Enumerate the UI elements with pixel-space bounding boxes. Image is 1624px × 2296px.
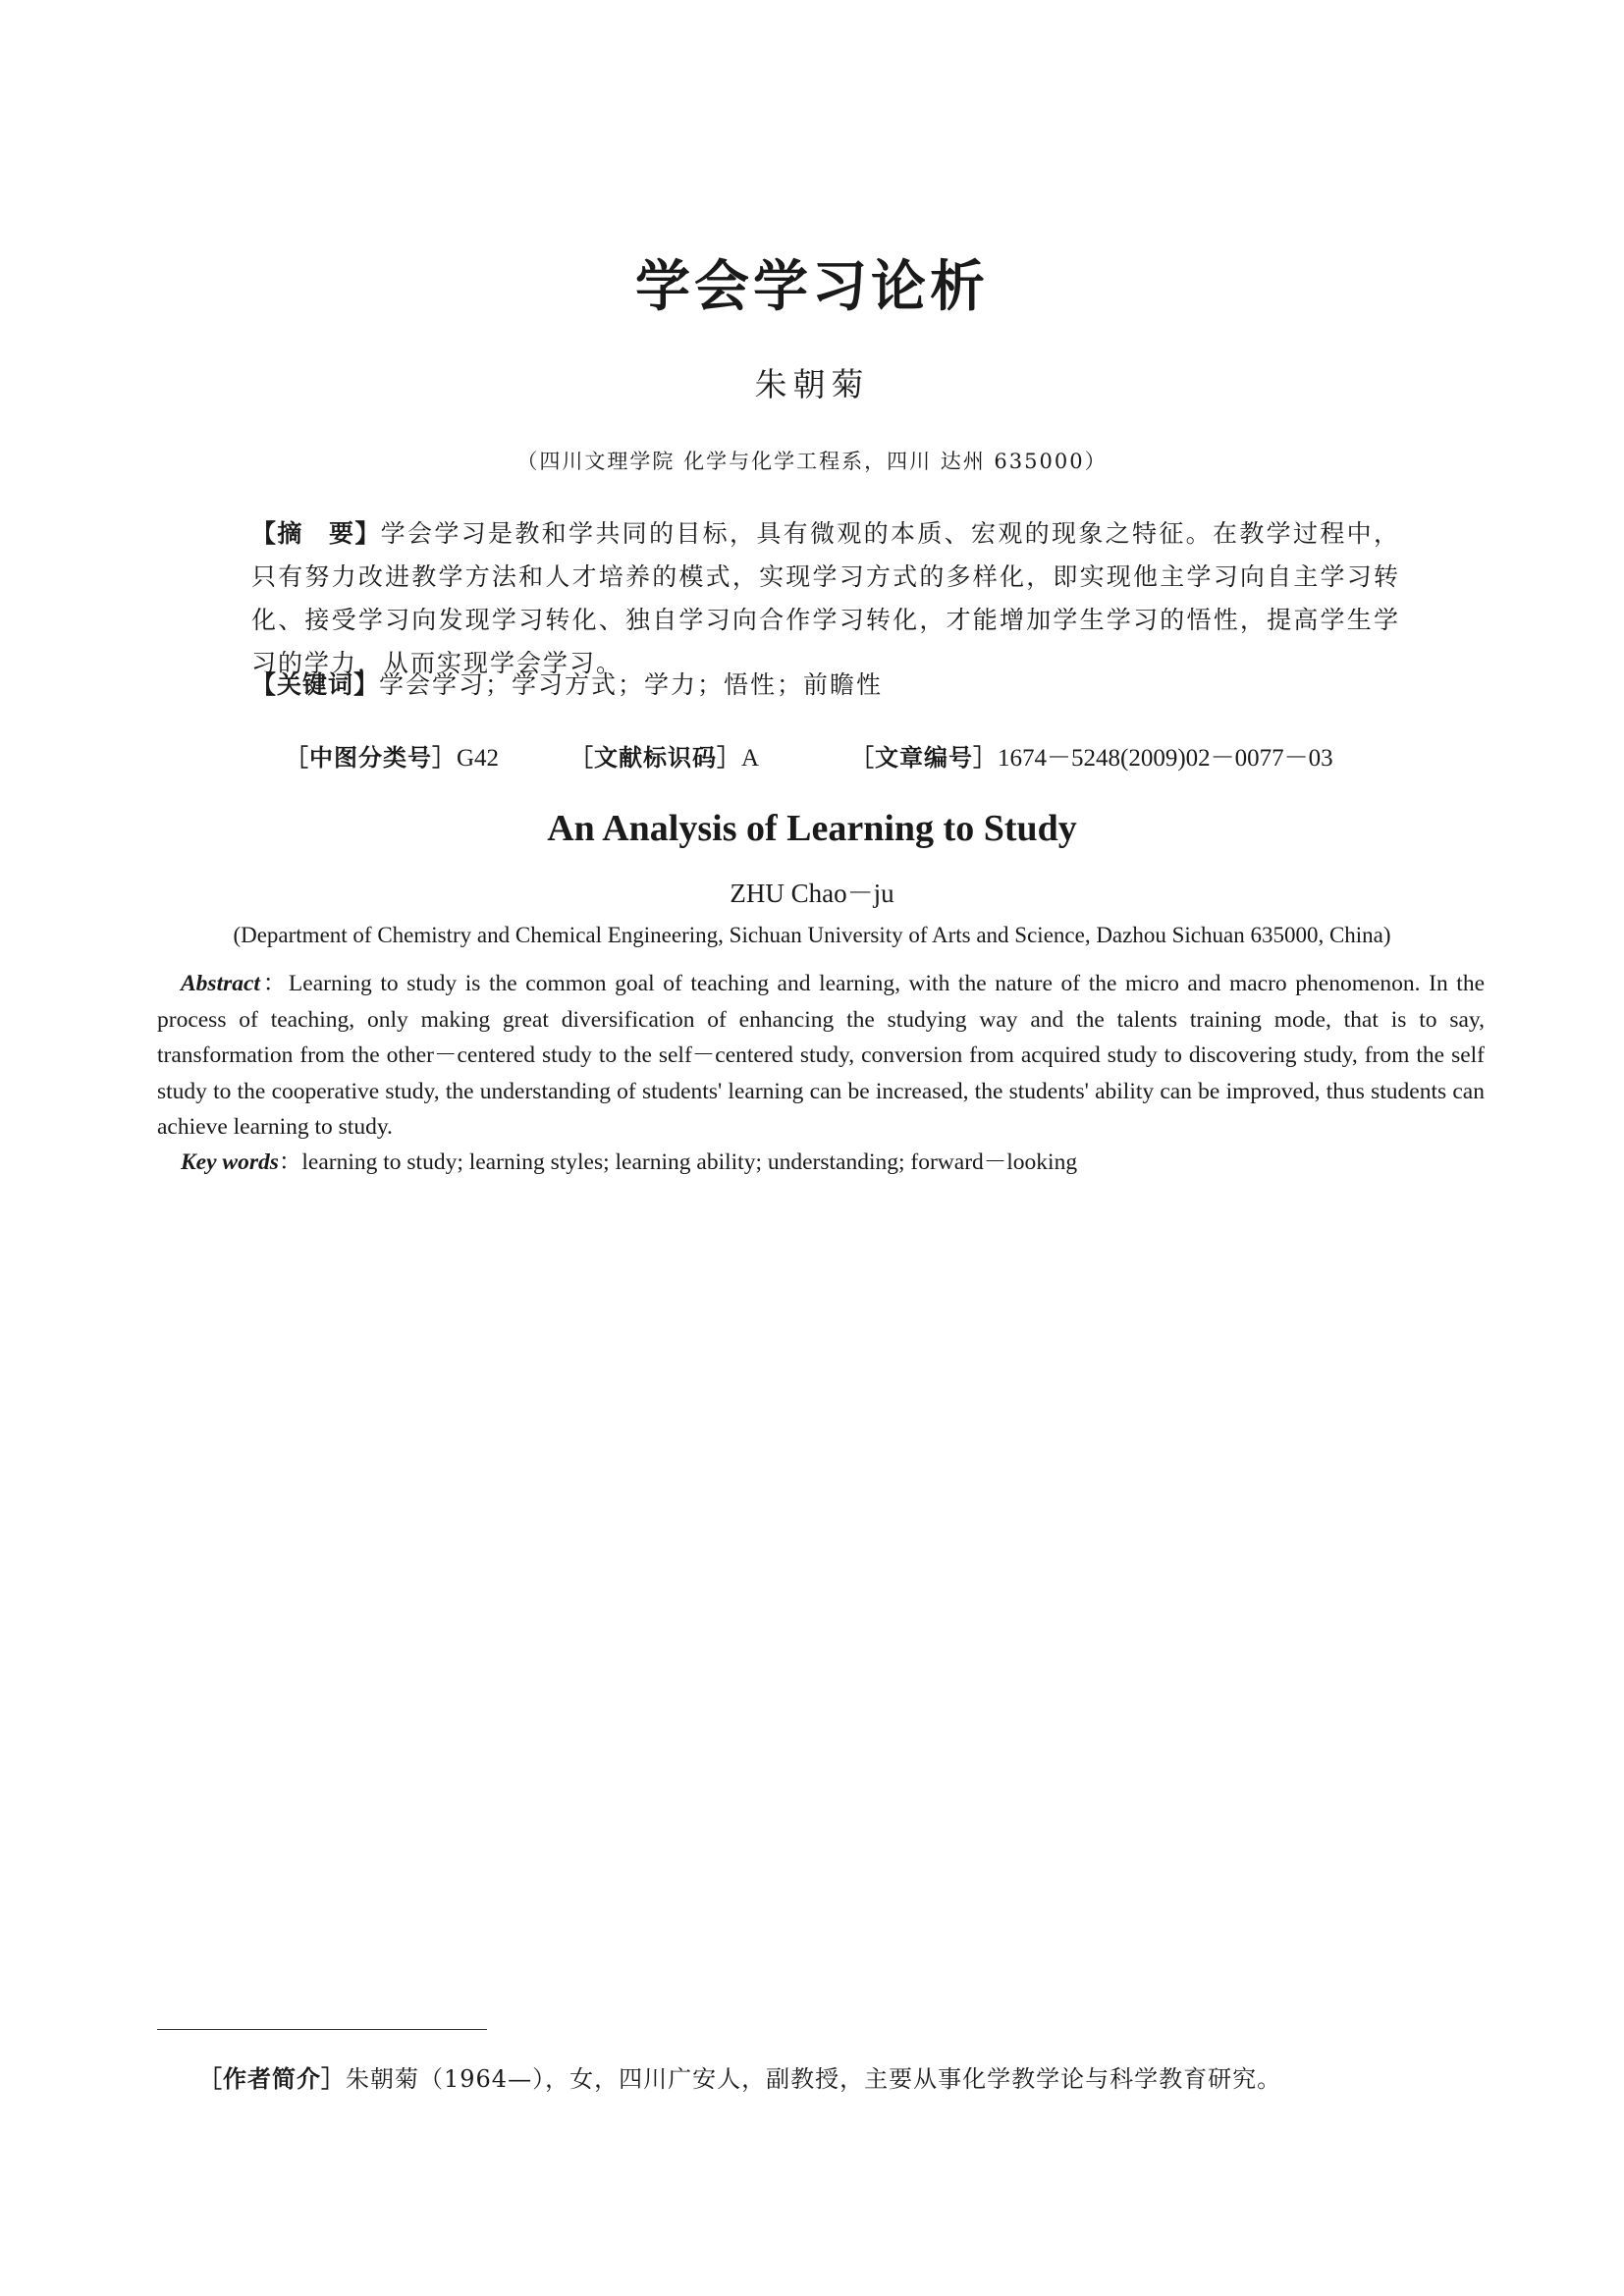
english-title: An Analysis of Learning to Study [547, 808, 1077, 849]
footnote-divider [157, 2029, 487, 2030]
chinese-keywords-text: 学会学习；学习方式；学力；悟性；前瞻性 [379, 670, 884, 699]
chinese-abstract [251, 512, 1400, 685]
author-footnote-text: 朱朝菊（1964—），女，四川广安人，副教授，主要从事化学教学论与科学教育研究。 [346, 2065, 1282, 2093]
chinese-author: 朱朝菊 [754, 365, 870, 403]
article-number-value: 1674－5248(2009)02－0077－03 [998, 745, 1333, 772]
english-author: ZHU Chao－ju [730, 879, 894, 908]
english-affiliation: (Department of Chemistry and Chemical Engineering, Sichuan University of Arts and Science, Dazhou Sichuan 635000, China) [233, 923, 1391, 947]
english-keywords-label: Key words [181, 1149, 279, 1175]
chinese-keywords-label: 【关键词】 [251, 670, 380, 699]
clc-number-label: ［中图分类号］ [285, 744, 457, 772]
clc-number-value: G42 [457, 745, 500, 772]
chinese-abstract-label: 【摘 要】 [251, 519, 381, 548]
english-keywords-separator: ： [278, 1149, 302, 1175]
author-footnote [198, 2061, 1281, 2097]
document-code [569, 740, 759, 776]
english-abstract-separator: ： [259, 971, 289, 996]
english-abstract [157, 966, 1485, 1146]
chinese-affiliation: （四川文理学院 化学与化学工程系，四川 达州 635000） [516, 450, 1108, 473]
document-code-value: A [741, 745, 760, 772]
author-footnote-label: ［作者简介］ [198, 2065, 346, 2093]
english-abstract-text: Learning to study is the common goal of teaching and learning, with the nature of the micro and macro phenomenon. In the process of teaching, only making great diversification of enhancing the studying way and the talents training mode, that is to say, transformation from the other－centered study to the self－centered study, conversion from acquired study to discovering study, from the self study to the cooperative study, the understanding of students' learning can be increased, the students' ability can be improved, thus students can achieve learning to study. [157, 971, 1485, 1140]
chinese-keywords [251, 664, 1400, 707]
english-keywords [181, 1145, 1487, 1180]
article-number [850, 740, 1333, 776]
english-abstract-label: Abstract [181, 971, 260, 996]
chinese-title: 学会学习论析 [635, 255, 989, 319]
article-number-label: ［文章编号］ [850, 744, 998, 772]
document-code-label: ［文献标识码］ [569, 744, 741, 772]
english-keywords-text: learning to study; learning styles; learning ability; understanding; forward－looking [301, 1149, 1078, 1175]
clc-number [285, 740, 499, 776]
chinese-abstract-text: 学会学习是教和学共同的目标，具有微观的本质、宏观的现象之特征。在教学过程中，只有努力改进教学方法和人才培养的模式，实现学习方式的多样化，即实现他主学习向自主学习转化、接受学习向发现学习转化、独自学习向合作学习转化，才能增加学生学习的悟性，提高学生学习的学力，从而实现学会学习。 [251, 519, 1400, 677]
